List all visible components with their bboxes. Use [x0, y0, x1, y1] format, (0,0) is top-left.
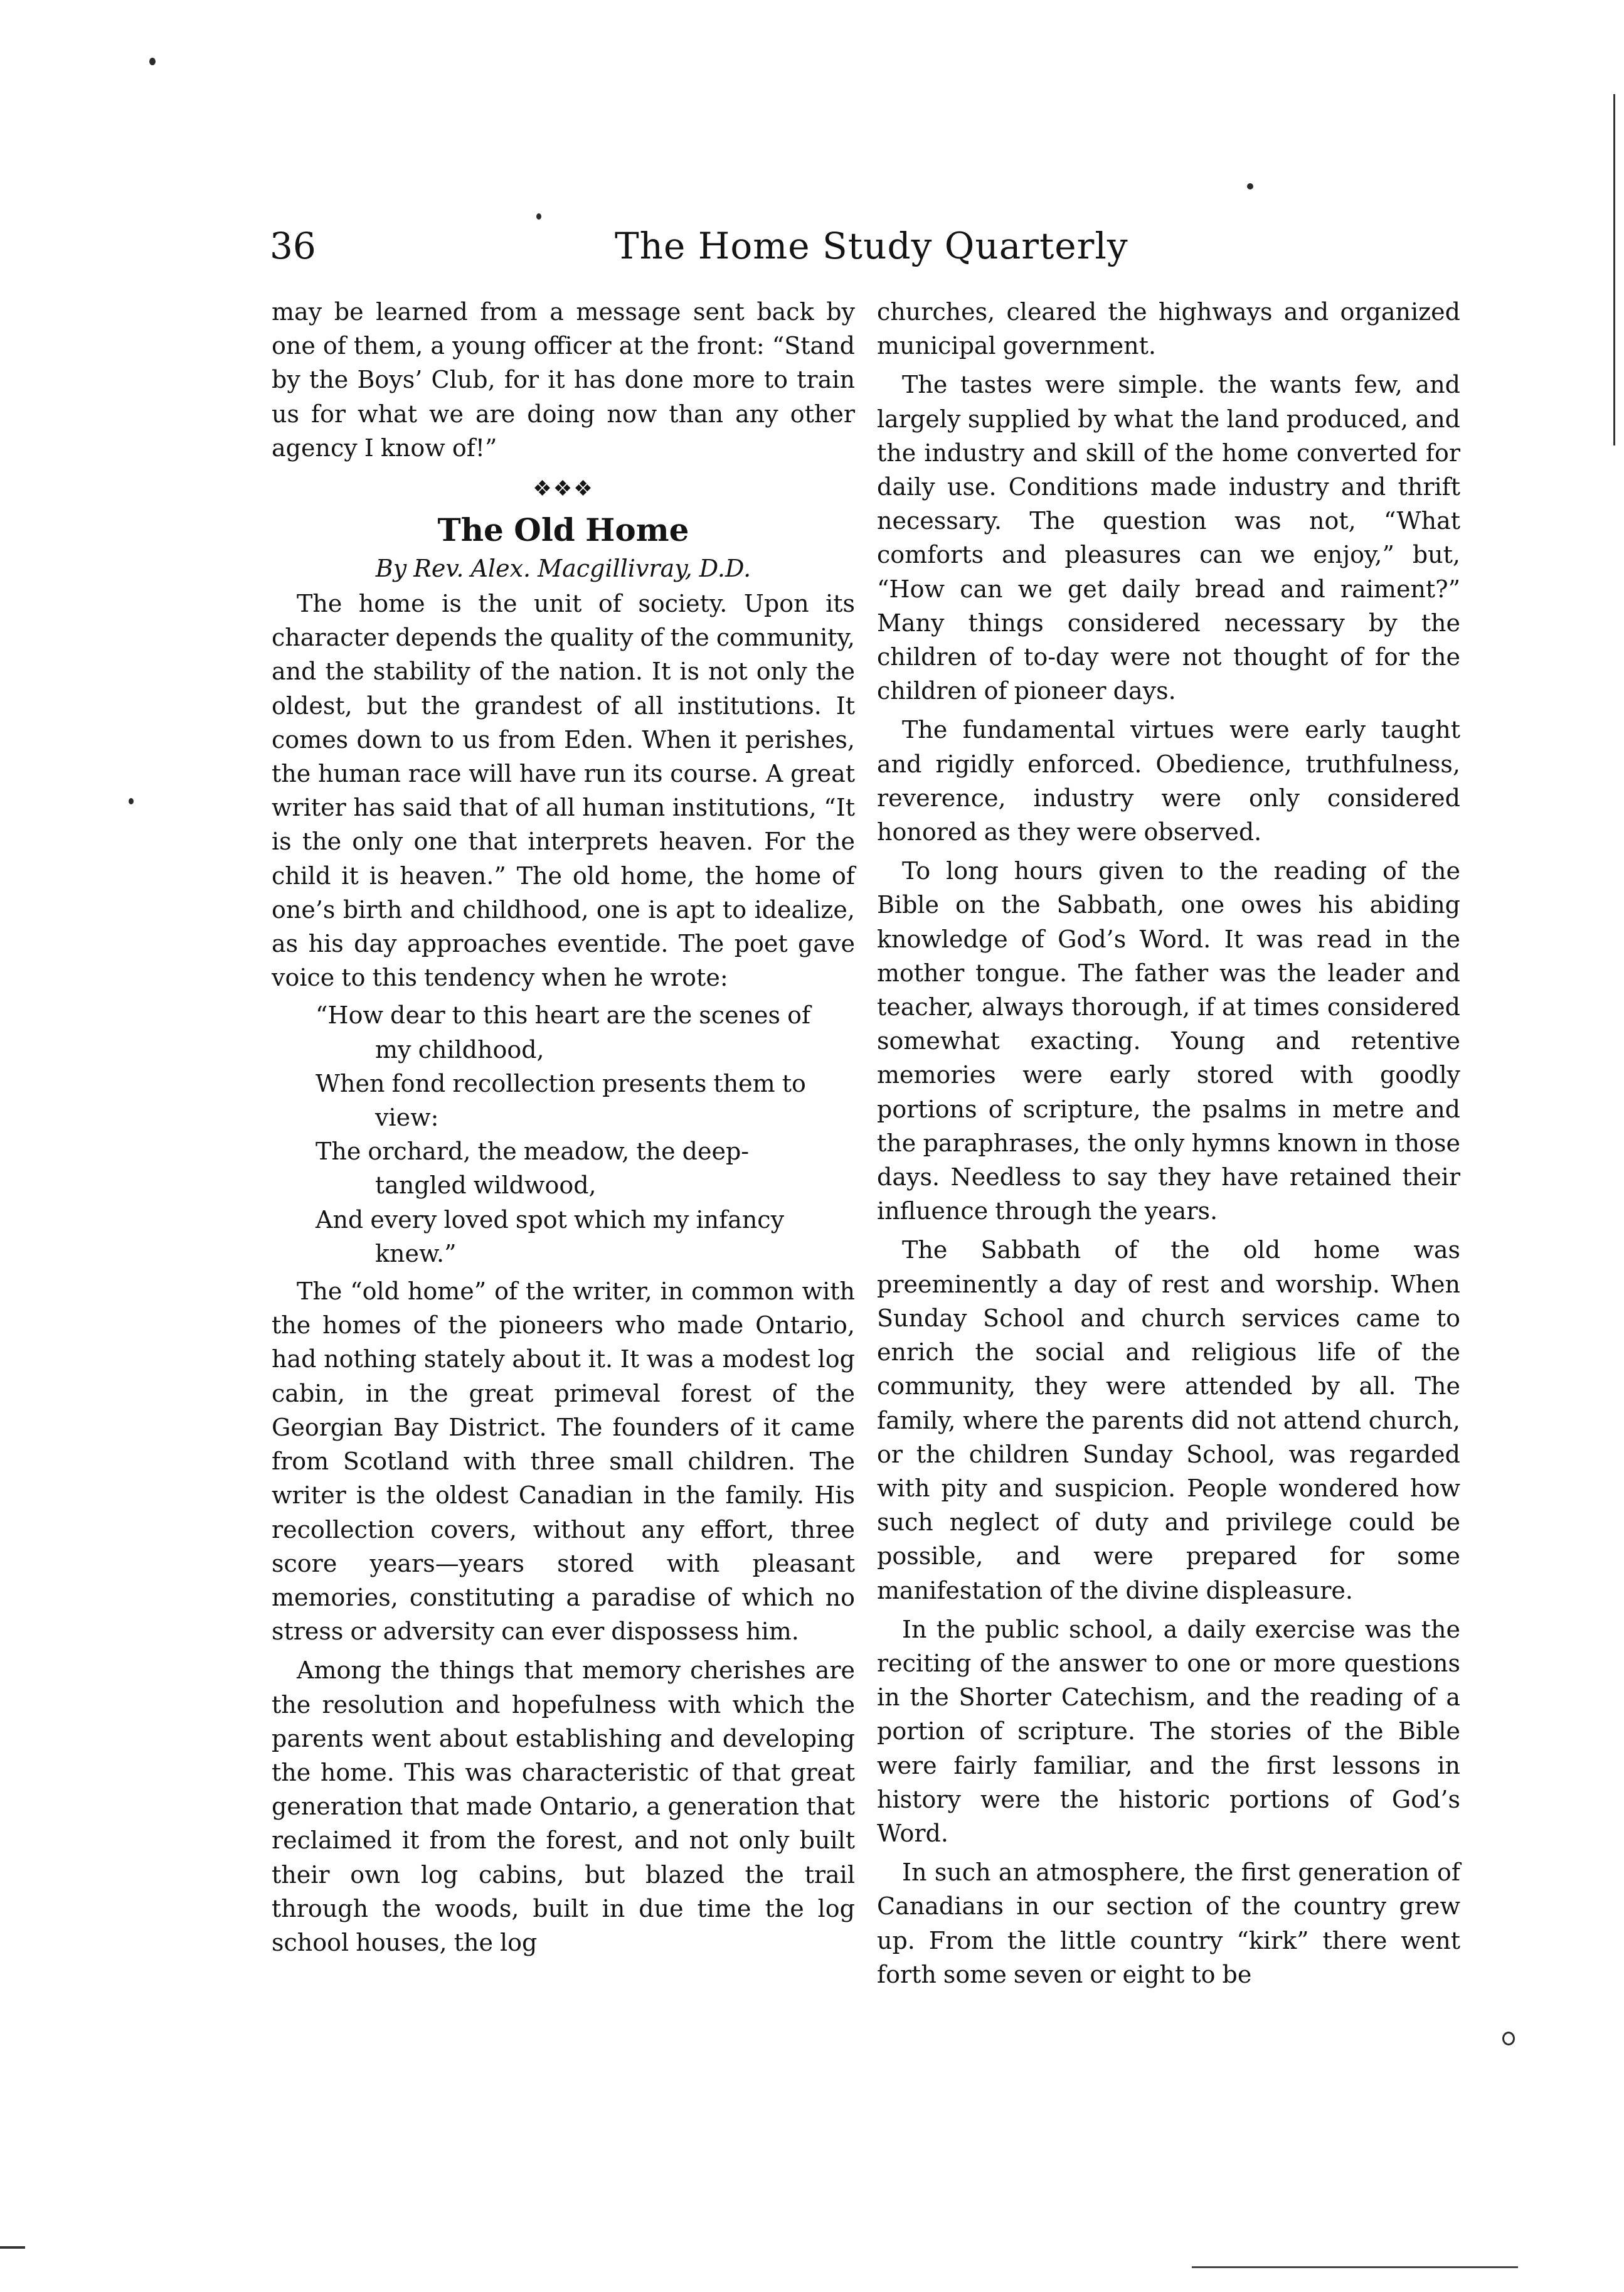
poem-line: The orchard, the meadow, the deep- [316, 1138, 750, 1166]
poem-line: And every loved spot which my infancy [316, 1205, 785, 1234]
article-title: The Old Home [437, 511, 689, 549]
article-paragraph: Among the things that memory cherishes are the resolution and hopefulness with which the parents went about establishing and developing the home. This was characteristic of that great generation that made Ontario, a generation that reclaimed it from the forest, and not only built their own log cabins, but blazed the trail through the woods, built in due time the log school houses, the log [272, 1656, 855, 1956]
article-paragraph: The fundamental virtues were early taught and rigidly enforced. Obedience, truthfulness, reverence, industry were only considered honored as they were observed. [877, 716, 1460, 846]
article-paragraph: The Sabbath of the old home was preeminently a day of rest and worship. When Sunday School and church services came to enrich the social and religious life of the community, they were attended by all. The family, where the parents did not attend church, or the children Sunday School, was regarded with pity and suspicion. People wondered how such neglect of duty and privilege could be possible, and were prepared for some manifestation of the divine displeasure. [877, 1236, 1460, 1604]
poem-line-continuation: tangled wildwood, [375, 1171, 597, 1200]
page-number: 36 [270, 225, 316, 267]
scan-edge-line [1613, 94, 1615, 445]
section-ornament: ❖❖❖ [533, 476, 594, 502]
article-paragraph: In the public school, a daily exercise was the reciting of the answer to one or more questions in the Shorter Catechism, and the reading of a portion of scripture. The stories of the Bible were fairly familiar, and the first lessons in history were the historic portions of God’s Word. [877, 1615, 1460, 1847]
article-paragraph: The “old home” of the writer, in common with the homes of the pioneers who made Ontario, had nothing stately about it. It was a modest log cabin, in the great primeval forest of the Georgian Bay District. The founders of it came from Scotland with three small children. The writer is the oldest Canadian in the family. His recollection covers, without any effort, three score years—years stored with pleasant memories, constituting a paradise of which no stress or adversity can ever dispossess him. [272, 1277, 855, 1646]
poem-line: When fond recollection presents them to [316, 1069, 806, 1097]
continued-paragraph: may be learned from a message sent back by one of them, a young officer at the front: “Stand by the Boys’ Club, for it has done more to train us for what we are doing now than any other agency I know of!” [272, 298, 855, 462]
poem-line-continuation: view: [375, 1104, 439, 1132]
scan-speck [1502, 2032, 1515, 2045]
running-title: The Home Study Quarterly [615, 225, 1128, 267]
article-paragraph: To long hours given to the reading of the Bible on the Sabbath, one owes his abiding knowledge of God’s Word. It was read in the mother tongue. The father was the leader and teacher, always thorough, if at times considered somewhat exacting. Young and retentive memories were early stored with goodly portions of scripture, the psalms in metre and the paraphrases, the only hymns known in those days. Needless to say they have retained their influence through the years. [877, 857, 1460, 1225]
article-paragraph: The home is the unit of society. Upon its character depends the quality of the community, and the stability of the nation. It is not only the oldest, but the grandest of all institutions. It comes down to us from Eden. When it perishes, the human race will have run its course. A great writer has said that of all human institutions, “It is the only one that interprets heaven. For the child it is heaven.” The old home, the home of one’s birth and childhood, one is apt to idealize, as his day approaches eventide. The poet gave voice to this tendency when he wrote: [272, 590, 855, 992]
scan-speck [536, 213, 541, 220]
article-paragraph: churches, cleared the highways and organized municipal government. [877, 298, 1460, 360]
scan-speck [129, 798, 134, 804]
poem-line: “How dear to this heart are the scenes of [316, 1001, 811, 1030]
poem-line-continuation: knew.” [375, 1239, 457, 1267]
scan-edge-line [0, 2246, 25, 2249]
article-paragraph: The tastes were simple. the wants few, and largely supplied by what the land produced, and the industry and skill of the home converted for daily use. Conditions made industry and thrift necessary. The question was not, “What comforts and pleasures can we enjoy,” but, “How can we get daily bread and raiment?” Many things considered necessary by the children of to-day were not thought of for the children of pioneer days. [877, 371, 1460, 705]
left-column [272, 295, 855, 1959]
article-byline: By Rev. Alex. Macgillivray, D.D. [375, 555, 751, 583]
right-column [877, 295, 1460, 1991]
poem-quote [316, 998, 855, 1271]
page-header [270, 221, 1468, 271]
scan-speck [1247, 183, 1253, 189]
poem-line-continuation: my childhood, [375, 1035, 544, 1063]
scan-edge-line [1192, 2266, 1518, 2268]
scan-speck [149, 58, 156, 65]
article-paragraph: In such an atmosphere, the first generation of Canadians in our section of the country grew up. From the little country “kirk” there went forth some seven or eight to be [877, 1858, 1460, 1988]
